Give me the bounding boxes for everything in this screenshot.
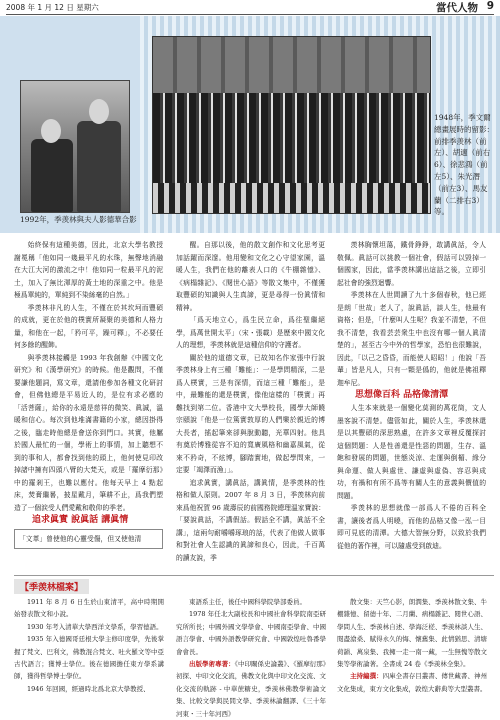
bio-title: 【季羡林檔案】 [14, 579, 89, 594]
bio-column-2 [176, 596, 327, 718]
photo-face-wife [41, 119, 61, 143]
paragraph: 關於他的道德文章，已故知名作家張中行說季羡林身上有三種「難能」：一是學問精深，二是爲人樸實，三是有深情，而這三種「難能」，是中，最難能的還是樸實，像他這樣的「樸實」再難找到第二位。香港中文大學校長，國學大師饒宗頤說「他是一位篤實敦厚的人們樂於親近的博大長者，搖起筆來卻與脫動聽，光華四射。他具有奠於博雅從容不迫的寬廣風格和幽嘉風氣，從來不矜奇，不炫博，腳踏實地，做起學問來，一定要「竭澤而漁」」。 [176, 353, 325, 474]
bio-entry: 主持編撰：四庫全書存目叢書、傳世藏書、神州文化集成，東方文化集成，敦煌大辭典等大型叢書。 [337, 672, 488, 693]
paragraph: 羡林胸懷坦蕩，鐵骨錚錚，敢講眞話，令人敬佩。眞話可以挑教一個社會，假話可以毀掉一個國家，因此，當季羡林講出這話之後，立即引起社會的強烈迴響。 [337, 241, 486, 287]
paragraph: 始終保有這種美德，因此，北京大學名教授謝冕稱「他如同一幾最平凡的水珠，無聲地消融在大江大河的激流之中！他如同一粒最平凡的泥土，加入了無比渾厚的黃土地的深重之中。他是極爲單純的，單純到不染絲毫的自然。」 [14, 241, 163, 299]
group-photo [152, 36, 431, 214]
paragraph: 季羡林在人世間讀了九十多個春秋，他已經是朗「世故」老人了，說眞話，談人生，他最有資格；但是，「什麼叫人生呢？我並不清楚，不但我不清楚，我看芸芸衆生中也沒有哪一個人眞清楚的」，甚至古今中外的哲學家，恐怕也很難說，因此，「以己之昏昏，而能使人昭昭！」他說「吾輩」皆是凡人，只有一顆是僞的，他就是佛祖釋迦牟尼。 [337, 291, 486, 387]
article-column-1 [14, 239, 163, 571]
bio-entry: 1946 年回國，經過時北爲北京大學教授、 [27, 684, 150, 693]
couple-photo [20, 80, 130, 213]
bio-entry: 出版學術專著：《中印關係史論叢》、《羅摩衍那》初探、中印文化交流，佛教文化與中印文化交流、文化交流的軌跡 - 中華蔗糖史，季羡林佛教學術論文集、比較文學與民間文學、季羡林論翻譯、《三十年河東・三十年河西》 [176, 660, 327, 718]
group-photo-building [153, 37, 430, 97]
photo-figure-wife [31, 139, 73, 212]
article-body [14, 239, 494, 571]
bio-label: 主持編撰： [350, 672, 383, 681]
bio-column-1 [14, 596, 164, 693]
quote-box: 「文革」曾使他的心靈受傷，但又使他清 [14, 529, 163, 549]
bio-entry: 1978 年任北大副校長和中國社會科學院南亞研究所所長；中國外國文學學會、中國南亞學會、中國語言學會、中國外語教學研究會、中國敦煌吐魯番學會會長。 [176, 610, 326, 656]
paragraph: 醒。自那以後，他的散文創作和文化思考更加話躍而深邃。他用變和文化之心守望家園，溫暖人生，我們在他的離表人口的《牛棚雜憶》、《病榻雜記》、《閱世心語》等散文集中，不僅獲取豐碩的知識與人生真諦，更是尋得一份眞情和精神。 [176, 241, 325, 312]
bio-box [14, 575, 494, 718]
page-header [0, 0, 500, 14]
bio-column-3 [337, 596, 488, 693]
paragraph: 「爲天地立心，爲生民立命，爲往聖繼絕學，爲萬世開太平」（宋・張載）是歷來中國文化人的理想，季羡林就是這種信仰的守護者。 [176, 316, 325, 349]
group-photo-caption: 1948年，季文爾總畫展時的留影：前排季羡林（前左）、胡適（前右6）、徐悲鴻（前左5）、朱光潛（前左3）、馬友蘭（二排右3）等。 [434, 113, 494, 217]
paragraph: 季羡林非凡的人生，不僅在於其坎坷而豐碩的成就，更在於他的樸實所凝聚的美德和人格力量，和他在一起，「矜可平，躁可釋」，不必要任何多餘的醒飾。 [14, 303, 163, 349]
bio-entry: 東語系主任，後任中國科學院學部委員。 [189, 598, 306, 606]
page-number: 9 [486, 0, 494, 12]
issue-date: 2008 年 1 月 12 日 星期六 [6, 3, 99, 12]
section-title: 當代人物 [436, 2, 478, 14]
paragraph: 人生本來就是一個變化莫測的萬花筒，文人墨客說不清楚。儘管如此，關於人生，季羡林還是以其豐碩的深思熟慮，在許多文章裡反覆探討這個問題：人是性善還是性惡的問題，生存、溫飽和發展的問題，世態炎涼、走運與倒楣、緣分與命運、做人與處世、謙虛與虛偽、容忍與成功，有禍和有所不爲等有關人生的意義與價值的問題。 [337, 404, 486, 500]
photo-figure-ji [77, 121, 121, 212]
bio-label: 出版學術專著： [189, 660, 235, 669]
bio-entry: 1930 年考入清華大學西洋文學系，學習德語。 [27, 622, 163, 631]
subheading: 思想像百科 品格像清潭 [355, 390, 449, 400]
article-column-3 [337, 239, 486, 571]
paragraph: 追求眞實，講眞話，講眞情，是季羡林的性格和做人原則。2007 年 8 月 3 日，季羡林向前來爲他祝賀 96 歲壽辰的前國務院總理溫家寶說：「要說眞話，不講假話。假話全不講，眞話不全講」，這兩句耐嚼嚼琢琅的話，代表了他做人做事和對社會人生認識的眞諦和良心，因此，千百萬的讀友說，季 [176, 478, 325, 562]
photo-face-ji [89, 99, 109, 124]
bio-entry: 散文集：天竺心影，朗潤集、季羡林散文集、牛棚雜憶、留德十年、二月蘭、病榻雜記、閱世心語、學問人生、季羡林自述、學海泛槎、季羡林談人生、閱盡滄桑、賦得永久的悔、懷舊集、此情猶思、清塘荷韻、萬泉集、我擁一走一南一藏，一生無愧等散文集等學術論著。全書成 24 卷《季羡林全集》。 [337, 598, 487, 669]
group-photo-front-row [153, 183, 430, 213]
group-photo-crowd [153, 93, 430, 193]
subheading: 追求眞實 說眞話 講眞情 [32, 515, 129, 525]
bio-entry: 1935 年入德國哥廷根大學主修印度學，先後掌握了梵文、巴利文，佛教混合梵文、吐火羅文等中亞古代語言；獲博士學位。後在德國擔任東方學系講師，獲得哲學博士學位。 [14, 635, 164, 681]
paragraph: 與季羡林接觸是 1993 年我創辦《中國文化研究》和《漢學研究》的時候。他是觀問，不僅要謙他題詞，寫文章，還請他參加各種文化研討會，但佛他總是平易近人的，是位有求必應的「活菩薩」，給你的永遠是慈祥的微笑、眞誠，溫暖和信心。每次到他堆滿書籍的小家，總因掛得之後，臨走時他總是會送你到門口。其實，他屬於國人最忙的一個，學術上的事情，加上聽想不到的事和人，都會找到他的頭上，他何使見印改掉諸中擁有四頭八臂的大梵天，或是「羅摩衍那》中的羅剎王，也難以應付。他每天早上 4 點起床，焚膏繼晷，披星戴月，筆耕不止，爲我們塑造了一個涙受人們愛戴和敬仰的季老。 [14, 353, 163, 512]
couple-photo-caption: 1992年，季羡林與夫人影德華合影 [20, 215, 137, 224]
paragraph: 季羡林的思想就像一部爲人不倦的百科全書，讓後者爲人明曉，而他的品格又像一泓一目即可見底的清潭。大德大智無分野，以致於我們從他的著作裡，可以隨處受到啟迪。 [337, 504, 486, 550]
bio-entry: 1911 年 8 月 6 日生於山東清平，高中時期開始發表散文和小說。 [14, 598, 164, 619]
header-rule [6, 14, 494, 15]
photo-band [0, 16, 500, 233]
article-column-2 [176, 239, 325, 571]
